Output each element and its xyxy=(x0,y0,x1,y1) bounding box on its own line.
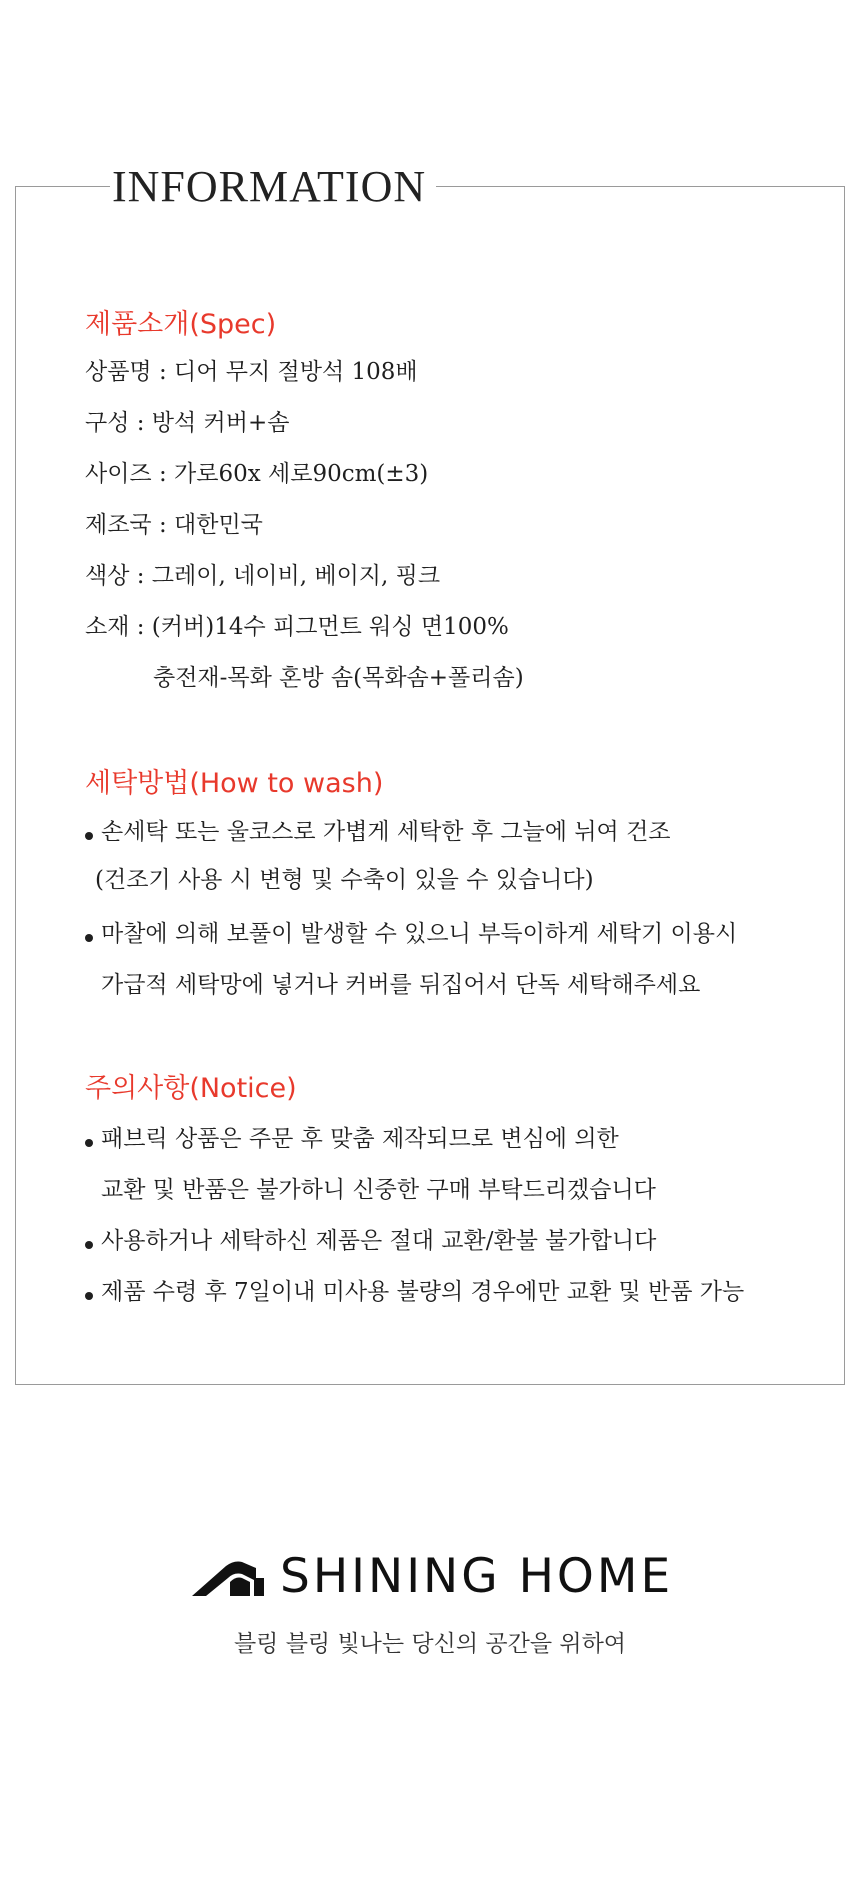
wash-line-3: 마찰에 의해 보풀이 발생할 수 있으니 부득이하게 세탁기 이용시 xyxy=(101,921,738,947)
brand-logo xyxy=(190,1548,680,1606)
brand-name: SHINING HOME xyxy=(280,1549,674,1604)
wash-line-4: 가급적 세탁망에 넣거나 커버를 뒤집어서 단독 세탁해주세요 xyxy=(101,972,701,998)
notice-line-3: 사용하거나 세탁하신 제품은 절대 교환/환불 불가합니다 xyxy=(101,1228,657,1254)
bullet-icon xyxy=(85,1292,93,1300)
wash-line-2: (건조기 사용 시 변형 및 수축이 있을 수 있습니다) xyxy=(95,867,594,893)
spec-line-origin: 제조국 : 대한민국 xyxy=(85,512,263,538)
spec-line-material: 소재 : (커버)14수 피그먼트 워싱 면100% xyxy=(85,614,509,640)
spec-line-filling: 충전재-목화 혼방 솜(목화솜+폴리솜) xyxy=(153,665,524,691)
bullet-icon xyxy=(85,934,93,942)
bullet-icon xyxy=(85,1139,93,1147)
notice-line-2: 교환 및 반품은 불가하니 신중한 구매 부탁드리겠습니다 xyxy=(101,1177,656,1203)
wash-heading: 세탁방법(How to wash) xyxy=(85,768,384,799)
brand-tagline: 블링 블링 빛나는 당신의 공간을 위하여 xyxy=(233,1631,627,1657)
bullet-icon xyxy=(85,1241,93,1249)
spec-line-color: 색상 : 그레이, 네이비, 베이지, 핑크 xyxy=(85,563,441,589)
house-roof-logo-icon xyxy=(190,1556,266,1598)
notice-line-4: 제품 수령 후 7일이내 미사용 불량의 경우에만 교환 및 반품 가능 xyxy=(101,1279,745,1305)
wash-line-1: 손세탁 또는 울코스로 가볍게 세탁한 후 그늘에 뉘여 건조 xyxy=(101,819,671,845)
spec-line-size: 사이즈 : 가로60x 세로90cm(±3) xyxy=(85,461,429,487)
spec-heading: 제품소개(Spec) xyxy=(85,309,277,340)
spec-line-composition: 구성 : 방석 커버+솜 xyxy=(85,410,290,436)
bullet-icon xyxy=(85,832,93,840)
notice-heading: 주의사항(Notice) xyxy=(85,1073,297,1104)
notice-line-1: 패브릭 상품은 주문 후 맞춤 제작되므로 변심에 의한 xyxy=(101,1126,619,1152)
spec-line-product-name: 상품명 : 디어 무지 절방석 108배 xyxy=(85,359,418,385)
information-title: INFORMATION xyxy=(110,162,436,212)
